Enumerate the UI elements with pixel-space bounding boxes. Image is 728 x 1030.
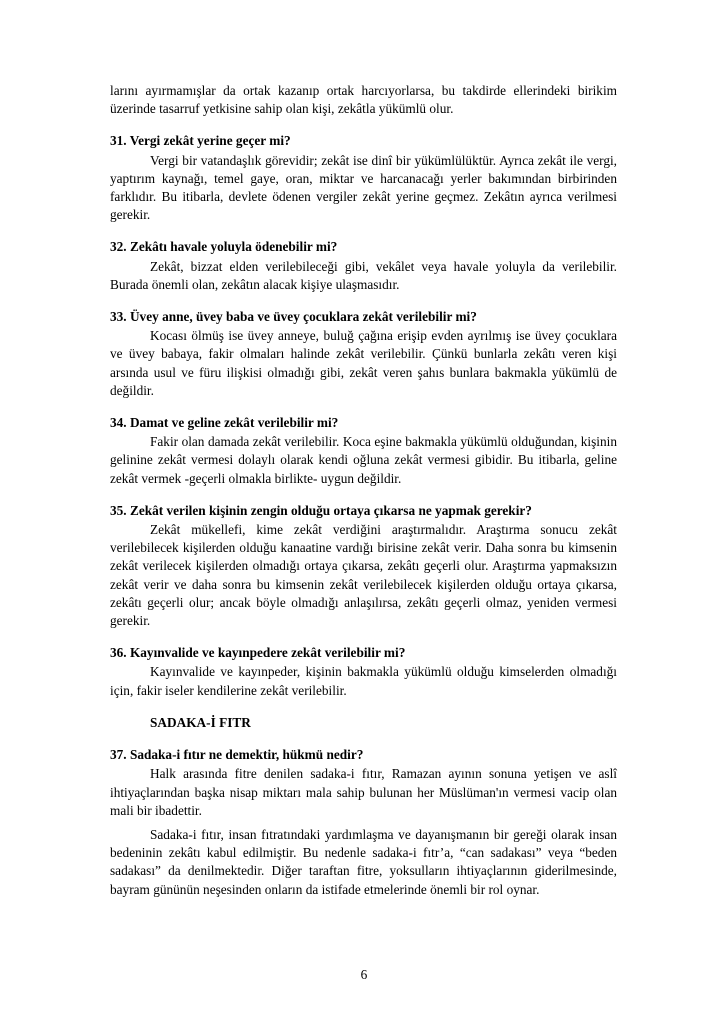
question-34-heading: 34. Damat ve geline zekât verilebilir mi?: [110, 415, 339, 431]
question-36-heading: 36. Kayınvalide ve kayınpedere zekât verilebilir mi?: [110, 645, 406, 661]
question-36-answer: Kayınvalide ve kayınpeder, kişinin bakmakla yükümlü olduğu kimselerden olmadığı için, fakir iseler kendilerine zekât verilebilir.: [110, 664, 617, 698]
question-37-heading: 37. Sadaka-i fıtır ne demektir, hükmü nedir?: [110, 747, 364, 763]
question-37-answer-1: Halk arasında fitre denilen sadaka-i fıtır, Ramazan ayının sonuna yetişen ve aslî ihtiyaçlarından başka nisap miktarı mala sahip bulunan her Müslüman'ın vermesi vacip olan mali bir ibadettir.: [110, 766, 617, 818]
question-32-answer: Zekât, bizzat elden verilebileceği gibi, vekâlet veya havale yoluyla da verilebilir. Burada önemli olan, zekâtın alacak kişiye ulaşmasıdır.: [110, 258, 617, 292]
question-31-answer: Vergi bir vatandaşlık görevidir; zekât ise dinî bir yükümlülüktür. Ayrıca zekât ile vergi, yaptırım kaynağı, temel gaye, oran, miktar ve harcanacağı yerler bakımından birbirinden farklıdır. Bu itibarla, devlete ödenen vergiler zekât yerine geçmez. Zekâtın ayrıca verilmesi gerekir.: [110, 152, 617, 223]
document-body: [110, 82, 617, 899]
question-34-answer: Fakir olan damada zekât verilebilir. Koca eşine bakmakla yükümlü olduğundan, kişinin gelinine zekât vermesi dolaylı olarak kendi oğluna zekât vermesi gibidir. Bu itibarla, geline zekât vermek -geçerli olmakla birlikte- uygun değildir.: [110, 434, 617, 486]
question-35-heading: 35. Zekât verilen kişinin zengin olduğu ortaya çıkarsa ne yapmak gerekir?: [110, 502, 532, 518]
page-number: 6: [360, 967, 368, 982]
question-31-heading: 31. Vergi zekât yerine geçer mi?: [110, 133, 291, 149]
question-33-answer: Kocası ölmüş ise üvey anneye, buluğ çağına erişip evden ayrılmış ise üvey çocuklara ve üvey babaya, fakir olmaları halinde zekât verilebilir. Çünkü bunlarla zekâtı veren kişi arsında usul ve füru ilişkisi olmadığı gibi, zekât veren şahıs bunlara bakmakla yükümlü de değildir.: [110, 328, 617, 398]
question-32-heading: 32. Zekâtı havale yoluyla ödenebilir mi?: [110, 239, 338, 255]
question-33-heading: 33. Üvey anne, üvey baba ve üvey çocuklara zekât verilebilir mi?: [110, 309, 477, 325]
section-title: SADAKA-İ FITR: [150, 714, 251, 730]
intro-paragraph: larını ayırmamışlar da ortak kazanıp ortak harcıyorlarsa, bu takdirde ellerindeki birikim üzerinde tasarruf yetkisine sahip olan kişi, zekâtla yükümlü olur.: [110, 83, 617, 117]
question-37-answer-2: Sadaka-i fıtır, insan fıtratındaki yardımlaşma ve dayanışmanın bir gereği olarak insan bedeninin zekâtı kabul edilmiştir. Bu nedenle sadaka-i fıtr’a, “can sadakası” veya “beden sadakası” da denilmektedir. Diğer taraftan fitre, yoksulların ihtiyaçlarının giderilmesinde, bayram gününün neşesinden onların da istifade etmelerinde önemli bir rol oynar.: [110, 826, 617, 897]
question-35-answer: Zekât mükellefi, kime zekât verdiğini araştırmalıdır. Araştırma sonucu zekât verilebilecek kişilerden olduğu kanaatine vardığı birisine zekât verir. Daha sonra bu kimsenin zekât verilecek kişilerden olmadığı ortaya çıkarsa, zekâtı geçerli olur. Araştırma yapmaksızın zekât verir ve daha sonra bu kimsenin zekât verilebilecek kişilerden olduğu ortaya çıkarsa, zekâtı geçerli olur; ancak böyle olmadığı anlaşılırsa, zekâtı geçerli olmaz, yeniden vermesi gerekir.: [110, 522, 617, 629]
